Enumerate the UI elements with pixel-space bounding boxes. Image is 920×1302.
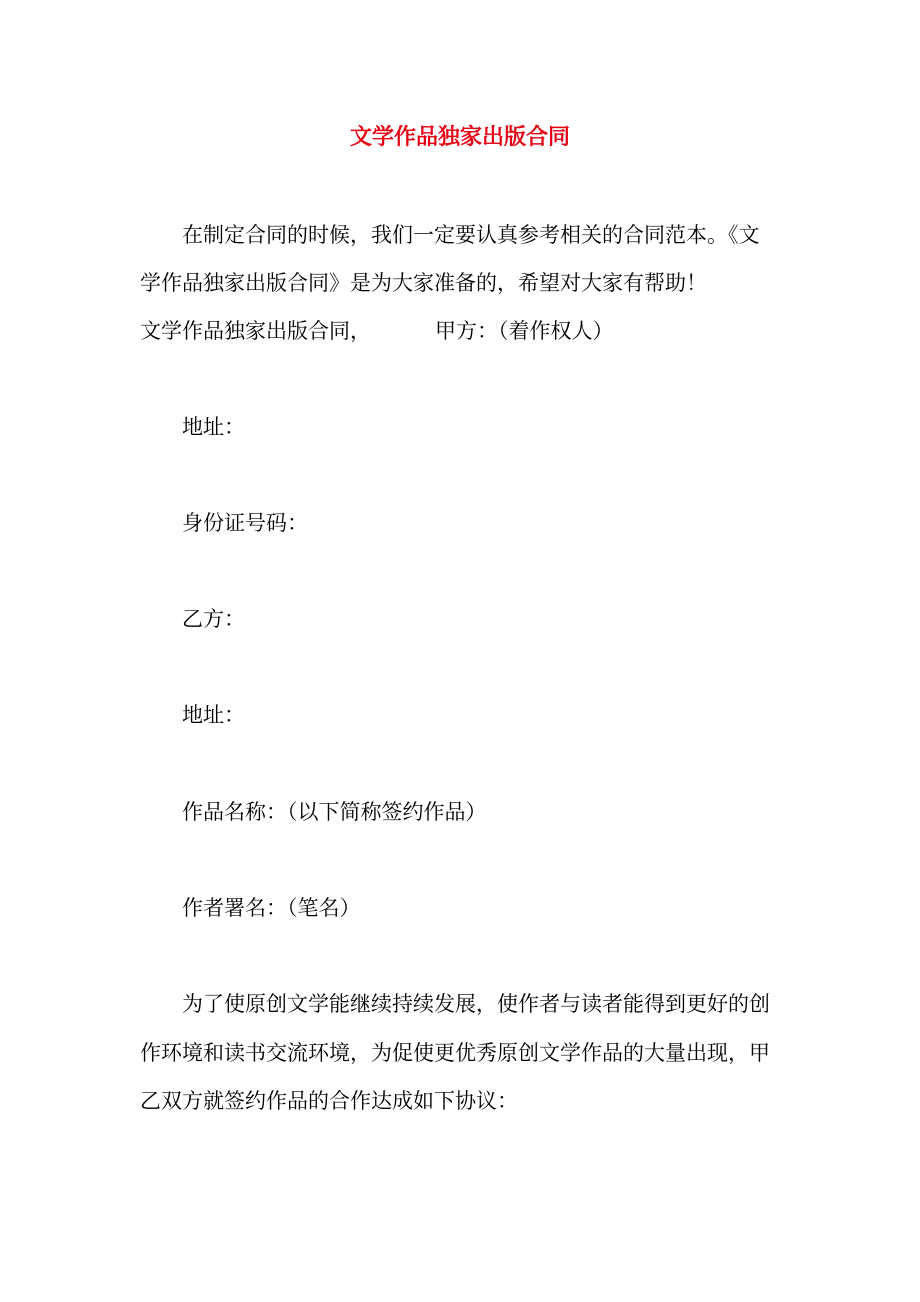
party-a-id-label: 身份证号码： <box>182 511 308 535</box>
closing-line-3: 乙双方就签约作品的合作达成如下协议： <box>140 1089 518 1113</box>
contract-name-text: 文学作品独家出版合同， <box>140 319 371 343</box>
intro-line-3 <box>140 314 614 348</box>
intro-line-2: 学作品独家出版合同》是为大家准备的，希望对大家有帮助！ <box>140 271 707 295</box>
party-a-address-label: 地址： <box>182 415 245 439</box>
party-a-label: 甲方：（着作权人） <box>435 319 614 343</box>
closing-line-2: 作环境和读书交流环境，为促使更优秀原创文学作品的大量出现，甲 <box>140 1041 770 1065</box>
party-b-address-label: 地址： <box>182 703 245 727</box>
intro-line-1: 在制定合同的时候，我们一定要认真参考相关的合同范本。《文 <box>182 223 760 247</box>
work-name-label: 作品名称：（以下简称签约作品） <box>182 800 487 824</box>
party-b-label: 乙方： <box>182 607 245 631</box>
closing-line-1: 为了使原创文学能继续持续发展，使作者与读者能得到更好的创 <box>182 992 770 1016</box>
author-signature-label: 作者署名：（笔名） <box>182 896 361 920</box>
document-title: 文学作品独家出版合同 <box>349 125 570 150</box>
